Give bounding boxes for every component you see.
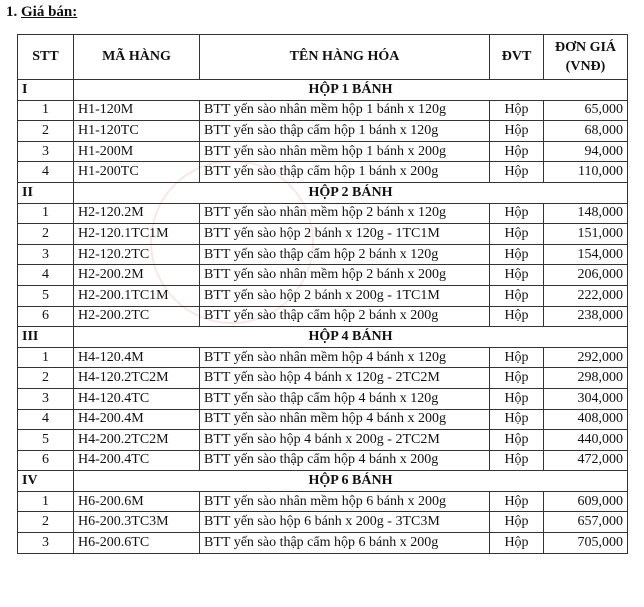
cell-price: 94,000: [544, 141, 628, 162]
cell-unit: Hộp: [490, 121, 544, 142]
cell-price: 472,000: [544, 450, 628, 471]
table-row: [18, 100, 628, 121]
cell-price: 304,000: [544, 388, 628, 409]
table-row: [18, 430, 628, 451]
cell-price: 206,000: [544, 265, 628, 286]
cell-name: BTT yến sào nhân mềm hộp 6 bánh x 200g: [200, 491, 490, 512]
price-table: [17, 34, 628, 554]
cell-stt: 3: [18, 141, 74, 162]
cell-code: H1-120TC: [74, 121, 200, 142]
cell-price: 148,000: [544, 203, 628, 224]
cell-unit: Hộp: [490, 347, 544, 368]
cell-unit: Hộp: [490, 141, 544, 162]
cell-unit: Hộp: [490, 409, 544, 430]
cell-unit: Hộp: [490, 224, 544, 245]
section-title: HỘP 2 BÁNH: [74, 182, 628, 203]
cell-unit: Hộp: [490, 203, 544, 224]
table-row: [18, 368, 628, 389]
table-row: [18, 306, 628, 327]
table-header-row: [18, 35, 628, 80]
cell-unit: Hộp: [490, 512, 544, 533]
cell-unit: Hộp: [490, 533, 544, 554]
col-header-unit: ĐVT: [490, 35, 544, 80]
cell-price: 68,000: [544, 121, 628, 142]
cell-price: 440,000: [544, 430, 628, 451]
table-row: [18, 121, 628, 142]
cell-name: BTT yến sào nhân mềm hộp 1 bánh x 200g: [200, 141, 490, 162]
section-roman: III: [18, 327, 74, 348]
cell-code: H2-120.2TC: [74, 244, 200, 265]
cell-name: BTT yến sào hộp 2 bánh x 200g - 1TC1M: [200, 285, 490, 306]
cell-price: 705,000: [544, 533, 628, 554]
cell-unit: Hộp: [490, 388, 544, 409]
cell-stt: 1: [18, 203, 74, 224]
cell-name: BTT yến sào thập cẩm hộp 2 bánh x 120g: [200, 244, 490, 265]
cell-name: BTT yến sào hộp 2 bánh x 120g - 1TC1M: [200, 224, 490, 245]
cell-stt: 4: [18, 409, 74, 430]
cell-price: 292,000: [544, 347, 628, 368]
heading-number: 1.: [6, 4, 18, 20]
cell-stt: 2: [18, 121, 74, 142]
cell-name: BTT yến sào nhân mềm hộp 1 bánh x 120g: [200, 100, 490, 121]
section-row: [18, 182, 628, 203]
table-row: [18, 141, 628, 162]
section-title: HỘP 1 BÁNH: [74, 80, 628, 101]
cell-code: H1-200TC: [74, 162, 200, 183]
cell-code: H1-200M: [74, 141, 200, 162]
cell-unit: Hộp: [490, 265, 544, 286]
cell-unit: Hộp: [490, 306, 544, 327]
cell-name: BTT yến sào thập cẩm hộp 4 bánh x 120g: [200, 388, 490, 409]
section-roman: I: [18, 80, 74, 101]
cell-price: 408,000: [544, 409, 628, 430]
cell-unit: Hộp: [490, 491, 544, 512]
cell-name: BTT yến sào thập cẩm hộp 6 bánh x 200g: [200, 533, 490, 554]
cell-code: H4-200.4M: [74, 409, 200, 430]
cell-code: H2-120.1TC1M: [74, 224, 200, 245]
cell-stt: 3: [18, 388, 74, 409]
cell-unit: Hộp: [490, 162, 544, 183]
section-roman: II: [18, 182, 74, 203]
cell-name: BTT yến sào hộp 4 bánh x 200g - 2TC2M: [200, 430, 490, 451]
col-header-price: ĐƠN GIÁ (VNĐ): [544, 35, 628, 80]
table-row: [18, 162, 628, 183]
cell-stt: 6: [18, 450, 74, 471]
cell-stt: 1: [18, 491, 74, 512]
section-row: [18, 471, 628, 492]
cell-code: H4-120.4TC: [74, 388, 200, 409]
table-row: [18, 244, 628, 265]
cell-price: 238,000: [544, 306, 628, 327]
table-row: [18, 409, 628, 430]
col-header-stt: STT: [18, 35, 74, 80]
cell-unit: Hộp: [490, 285, 544, 306]
table-row: [18, 512, 628, 533]
section-roman: IV: [18, 471, 74, 492]
cell-stt: 5: [18, 430, 74, 451]
cell-unit: Hộp: [490, 100, 544, 121]
cell-stt: 3: [18, 533, 74, 554]
cell-code: H6-200.6M: [74, 491, 200, 512]
section-row: [18, 327, 628, 348]
cell-unit: Hộp: [490, 450, 544, 471]
cell-price: 298,000: [544, 368, 628, 389]
cell-stt: 2: [18, 512, 74, 533]
section-title: HỘP 4 BÁNH: [74, 327, 628, 348]
cell-code: H4-120.4M: [74, 347, 200, 368]
cell-name: BTT yến sào thập cẩm hộp 2 bánh x 200g: [200, 306, 490, 327]
table-row: [18, 533, 628, 554]
table-row: [18, 285, 628, 306]
cell-stt: 6: [18, 306, 74, 327]
cell-name: BTT yến sào nhân mềm hộp 2 bánh x 120g: [200, 203, 490, 224]
section-row: [18, 80, 628, 101]
cell-code: H4-200.4TC: [74, 450, 200, 471]
cell-price: 222,000: [544, 285, 628, 306]
cell-stt: 5: [18, 285, 74, 306]
cell-stt: 3: [18, 244, 74, 265]
col-header-name: TÊN HÀNG HÓA: [200, 35, 490, 80]
cell-price: 151,000: [544, 224, 628, 245]
col-header-code: MÃ HÀNG: [74, 35, 200, 80]
cell-price: 154,000: [544, 244, 628, 265]
cell-code: H2-200.2M: [74, 265, 200, 286]
cell-price: 110,000: [544, 162, 628, 183]
cell-price: 609,000: [544, 491, 628, 512]
cell-price: 65,000: [544, 100, 628, 121]
cell-unit: Hộp: [490, 368, 544, 389]
cell-code: H6-200.3TC3M: [74, 512, 200, 533]
table-row: [18, 265, 628, 286]
cell-name: BTT yến sào hộp 6 bánh x 200g - 3TC3M: [200, 512, 490, 533]
cell-name: BTT yến sào hộp 4 bánh x 120g - 2TC2M: [200, 368, 490, 389]
cell-code: H4-120.2TC2M: [74, 368, 200, 389]
cell-price: 657,000: [544, 512, 628, 533]
cell-stt: 2: [18, 224, 74, 245]
cell-stt: 2: [18, 368, 74, 389]
cell-name: BTT yến sào nhân mềm hộp 4 bánh x 200g: [200, 409, 490, 430]
cell-name: BTT yến sào nhân mềm hộp 4 bánh x 120g: [200, 347, 490, 368]
cell-name: BTT yến sào nhân mềm hộp 2 bánh x 200g: [200, 265, 490, 286]
cell-unit: Hộp: [490, 244, 544, 265]
table-body: [18, 80, 628, 554]
cell-code: H6-200.6TC: [74, 533, 200, 554]
cell-code: H4-200.2TC2M: [74, 430, 200, 451]
cell-code: H1-120M: [74, 100, 200, 121]
cell-stt: 4: [18, 265, 74, 286]
cell-code: H2-200.2TC: [74, 306, 200, 327]
heading-title: Giá bán:: [21, 4, 78, 20]
cell-stt: 4: [18, 162, 74, 183]
table-row: [18, 224, 628, 245]
table-row: [18, 388, 628, 409]
cell-code: H2-200.1TC1M: [74, 285, 200, 306]
cell-name: BTT yến sào thập cẩm hộp 4 bánh x 200g: [200, 450, 490, 471]
table-row: [18, 347, 628, 368]
table-row: [18, 491, 628, 512]
section-title: HỘP 6 BÁNH: [74, 471, 628, 492]
cell-name: BTT yến sào thập cẩm hộp 1 bánh x 200g: [200, 162, 490, 183]
cell-name: BTT yến sào thập cẩm hộp 1 bánh x 120g: [200, 121, 490, 142]
cell-code: H2-120.2M: [74, 203, 200, 224]
table-row: [18, 450, 628, 471]
section-heading: [6, 4, 77, 21]
cell-stt: 1: [18, 100, 74, 121]
table-row: [18, 203, 628, 224]
cell-unit: Hộp: [490, 430, 544, 451]
cell-stt: 1: [18, 347, 74, 368]
